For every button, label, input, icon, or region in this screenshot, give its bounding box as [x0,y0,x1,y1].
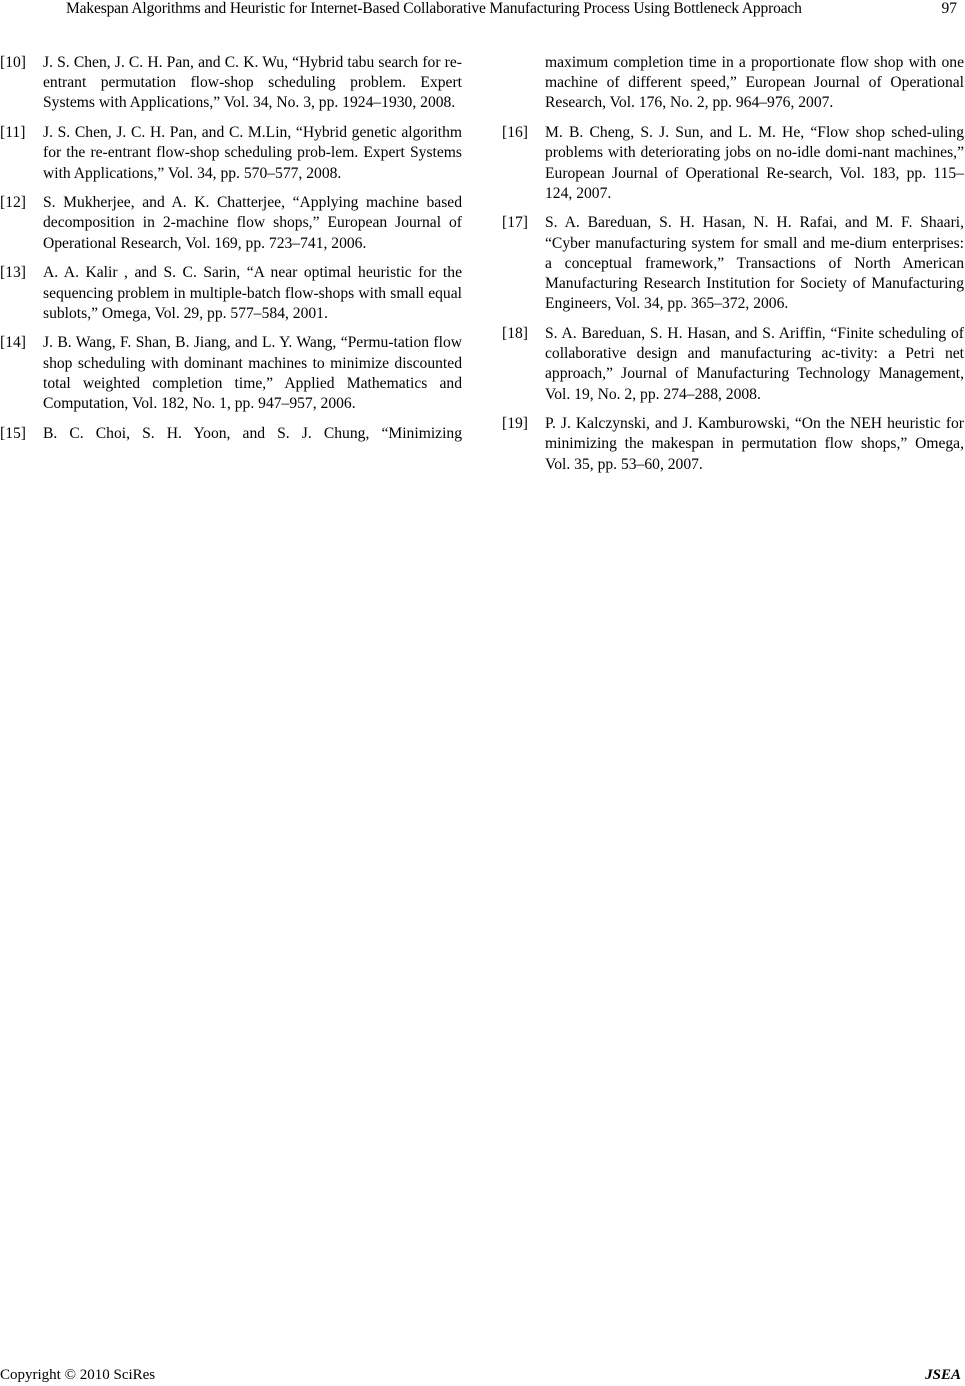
reference-text: S. A. Bareduan, S. H. Hasan, and S. Ariffin, “Finite scheduling of collaborative design and manufacturing ac-tivity: a Petri net approach,” Journal of Manufacturing Technology Management, Vol. 19, No. 2, pp. 274–288, 2008. [545,324,964,403]
reference-number: [11] [0,124,26,142]
reference-item [502,123,964,204]
copyright-notice: Copyright © 2010 SciRes [0,1367,156,1383]
reference-number: [19] [502,415,528,433]
reference-number: [15] [0,424,26,442]
reference-item [502,324,964,405]
reference-text: S. A. Bareduan, S. H. Hasan, N. H. Rafai, and M. F. Shaari, “Cyber manufacturing system for small and me-dium enterprises: a conceptual framework,” Transactions of North American Manufacturing Research Institution for Society of Manufacturing Engineers, Vol. 34, pp. 365–372, 2006. [545,214,964,313]
reference-text: B. C. Choi, S. H. Yoon, and S. J. Chung, “Minimizing [43,424,462,442]
reference-text: J. S. Chen, J. C. H. Pan, and C. K. Wu, “Hybrid tabu search for re-entrant permutation flow-shop scheduling problem. Expert Systems with Applications,” Vol. 34, No. 3, pp. 1924–1930, 2008. [43,54,462,112]
page-footer [0,1366,965,1386]
page-header [0,0,965,22]
reference-item [0,123,462,184]
reference-number: [12] [0,194,26,212]
reference-number: [17] [502,214,528,232]
reference-item [0,333,462,414]
reference-text: S. Mukherjee, and A. K. Chatterjee, “Applying machine based decomposition in 2-machine flow shops,” European Journal of Operational Research, Vol. 169, pp. 723–741, 2006. [43,194,462,252]
reference-number: [18] [502,324,528,342]
running-title: Makespan Algorithms and Heuristic for Internet-Based Collaborative Manufacturing Process Using Bottleneck Approach [66,0,802,17]
reference-number: [13] [0,264,26,282]
reference-text: A. A. Kalir , and S. C. Sarin, “A near optimal heuristic for the sequencing problem in multiple-batch flow-shops with small equal sublots,” Omega, Vol. 29, pp. 577–584, 2001. [43,264,462,322]
reference-continuation: maximum completion time in a proportionate flow shop with one machine of different speed,” European Journal of Operational Research, Vol. 176, No. 2, pp. 964–976, 2007. [545,54,964,112]
reference-item [0,263,462,324]
reference-item [0,193,462,254]
references-right-column [502,53,964,484]
reference-text: J. B. Wang, F. Shan, B. Jiang, and L. Y. Wang, “Permu-tation flow shop scheduling with dominant machines to minimize discounted total weighted completion time,” Applied Mathematics and Computation, Vol. 182, No. 1, pp. 947–957, 2006. [43,334,462,413]
reference-item [502,414,964,475]
reference-text: P. J. Kalczynski, and J. Kamburowski, “On the NEH heuristic for minimizing the makespan in permutation flow shops,” Omega, Vol. 35, pp. 53–60, 2007. [545,415,964,473]
reference-text: J. S. Chen, J. C. H. Pan, and C. M.Lin, “Hybrid genetic algorithm for the re-entrant flow-shop scheduling prob-lem. Expert Systems with Applications,” Vol. 34, pp. 570–577, 2008. [43,124,462,182]
reference-number: [10] [0,54,26,71]
references-left-column [0,53,462,453]
reference-item [502,213,964,314]
reference-number: [16] [502,124,528,142]
page-number: 97 [941,0,957,17]
reference-item [0,424,462,444]
reference-number: [14] [0,334,26,352]
reference-text: M. B. Cheng, S. J. Sun, and L. M. He, “Flow shop sched-uling problems with deteriorating jobs on no-idle domi-nant machines,” European Journal of Operational Re-search, Vol. 183, pp. 115–124, 2007. [545,124,964,202]
journal-abbreviation: JSEA [925,1367,961,1383]
reference-item [0,53,462,114]
